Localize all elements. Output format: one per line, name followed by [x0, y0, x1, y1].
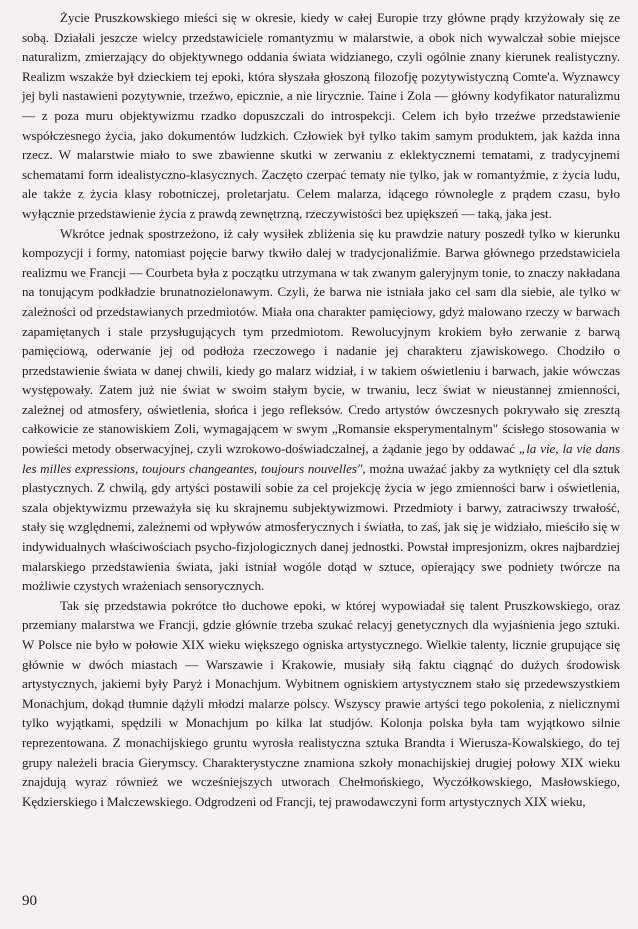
page-number: 90: [22, 893, 37, 909]
paragraph-2-quote: „la vie, la vie dans les milles expressions, toujours changeantes, toujours nouvelles": [22, 441, 621, 476]
paragraph-2: [22, 224, 620, 596]
paragraph-2-text-b: , można uważać jakby za wytknięty cel dla sztuk plastycznych. Z chwilą, gdy artyści postawili sobie za cel projekcję życia w jego zmienności barw i oświetlenia, szala objektywizmu przeważyła się ku skrajnemu subjektywizmowi. Przedmioty i barwy, zatraciwszy trwałość, stały się względnemi, zależnemi od wpływów atmosferycznych i światła, to zaś, jak się je widziało, mieściło się w indywidualnych właściwościach psycho-fizjologicznych danej jednostki. Powstał impresjonizm, okres najbardziej malarskiego przedstawienia świata, jaki istniał wogóle dotąd w sztuce, opierający swe podniety twórcze na możliwie czystych wrażeniach sensorycznych.: [22, 460, 620, 594]
paragraph-3: [22, 596, 620, 812]
paragraph-1: [22, 8, 620, 224]
page-body: [22, 8, 620, 811]
paragraph-2-text-a: Wkrótce jednak spostrzeżono, iż cały wysiłek zbliżenia się ku prawdzie natury poszedł tylko w kierunku kompozycji i formy, natomiast pojęcie barwy tkwiło dalej w tradycjonaliźmie. Barwa głównego przedstawiciela realizmu we Francji — Courbeta była z początku utrzymana w tak zwanym galeryjnym tonie, to znaczy nakładana na tonującym podkładzie brunatnozielonawym. Czyli, że barwa nie istniała jako cel sam dla siebie, ale tylko w zależności od przedstawianych przedmiotów. Miała ona charakter pamięciowy, gdyż malowano rzeczy w barwach zapamiętanych i stale przysługujących tym przedmiotom. Rewolucyjnym krokiem było zerwanie z barwą pamięciową, oderwanie jej od podłoża rzeczowego i nadanie jej charakteru zjawiskowego. Chodziło o przedstawienie świata w danej chwili, kiedy go malarz widział, i w takiem oświetleniu i barwach, jakie wówczas występowały. Zatem już nie świat w swoim stałym bycie, w trwaniu, lecz świat w nieustannej zmienności, zależnej od atmosfery, oświetlenia, słońca i jego refleksów. Credo artystów ówczesnych pokrywało się zresztą całkowicie ze stanowiskiem Zoli, wymagającem w swym „Romansie eksperymentalnym" ścisłego stosowania w powieści metody obserwacyjnej, czyli wzrokowo-doświadczalnej, a żądanie jego by oddawać: [22, 225, 620, 457]
paragraph-3-text: Tak się przedstawia pokrótce tło duchowe epoki, w której wypowiadał się talent Pruszkowskiego, oraz przemiany malarstwa we Francji, gdzie głównie trzeba szukać relacyj genetycznych dla wyjaśnienia jego sztuki. W Polsce nie było w połowie XIX wieku większego ogniska artystycznego. Wielkie talenty, licznie grupujące się głównie w dwóch miastach — Warszawie i Krakowie, musiały siłą faktu ciągnąć do dużych środowisk artystycznych, jakiemi były Paryż i Monachjum. Wybitnem ogniskiem artystycznem stało się przedewszystkiem Monachjum, dokąd tłumnie dążyli młodzi malarze polscy. Wszyscy prawie artyści tego pokolenia, z nielicznymi tylko wyjątkami, spędzili w Monachjum po kilka lat studjów. Kolonja polska była tam wyjątkowo silnie reprezentowana. Z monachijskiego gruntu wyrosła realistyczna sztuka Brandta i Wierusza-Kowalskiego, do tej grupy należeli bracia Gierymscy. Charakterystyczne znamiona szkoły monachijskiej drugiej połowy XIX wieku znajdują wyraz również we wcześniejszych utworach Chełmońskiego, Wyczółkowskiego, Masłowskiego, Kędzierskiego i Malczewskiego. Odgrodzeni od Francji, tej prawodawczyni form artystycznych XIX wieku,: [22, 597, 620, 809]
paragraph-1-text: Życie Pruszkowskiego mieści się w okresie, kiedy w całej Europie trzy główne prądy krzyżowały się ze sobą. Działali jeszcze wielcy przedstawiciele romantyzmu w malarstwie, a obok nich wywalczał sobie miejsce naturalizm, zmierzający do objektywnego oddania świata widzianego, czyli ogólnie znany kierunek realistyczny. Realizm wszakże był dzieckiem tej epoki, która słyszała głoszoną filozofję pozytywistyczną Comte'a. Wyznawcy jej byli nastawieni pozytywnie, trzeźwo, epicznie, a nie lirycznie. Taine i Zola — główny kodyfikator naturalizmu — z poza muru objektywizmu rzadko dopuszczali do introspekcji. Celem ich było trzeźwe przedstawienie współczesnego życia, jako dokumentów ludzkich. Człowiek był tylko takim samym produktem, jak każda inna rzecz. W malarstwie miało to swe zbawienne skutki w zerwaniu z eklektycznemi tematami, z tradycyjnemi schematami form idealistyczno-klasycznych. Zaczęto czerpać tematy nie tylko, jak w romantyźmie, z życia ludu, ale także z życia klasy robotniczej, proletarjatu. Celem malarza, idącego równolegle z prądem czasu, było wyłącznie przedstawienie życia z prawdą zewnętrzną, rzeczywistości bez upiększeń — taką, jaka jest.: [22, 10, 620, 221]
